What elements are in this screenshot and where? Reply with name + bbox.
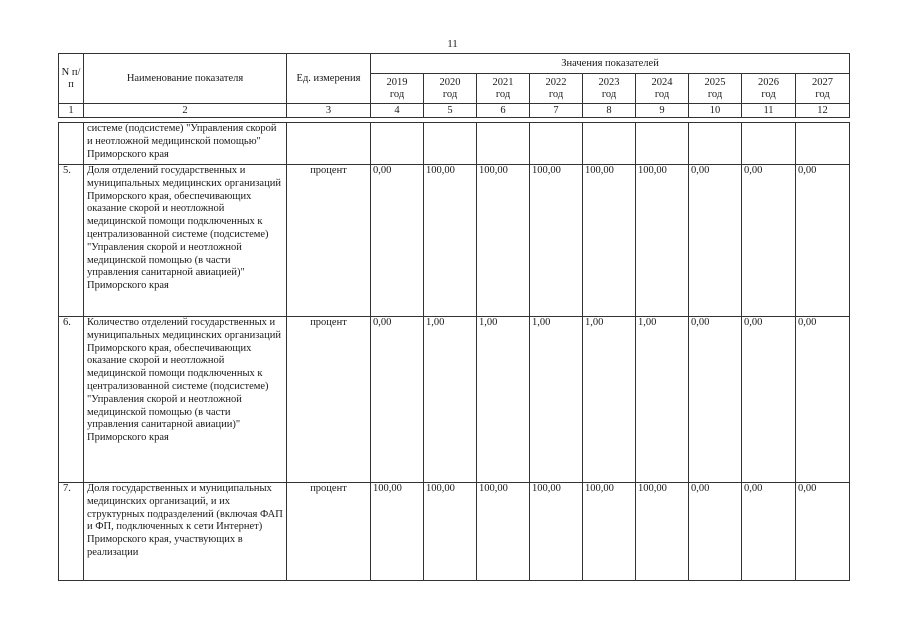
year-label: 2022: [545, 76, 567, 88]
indicator-value: 1,00: [424, 317, 477, 483]
year-suffix: год: [495, 88, 511, 100]
indicator-value: 100,00: [530, 165, 583, 317]
row-number: 5.: [59, 165, 84, 317]
header-column-number: 5: [424, 104, 477, 118]
year-suffix: год: [815, 88, 830, 100]
indicator-value: [636, 123, 689, 165]
year-label: 2027: [812, 76, 834, 88]
indicator-value: 100,00: [424, 483, 477, 581]
indicator-value: 1,00: [530, 317, 583, 483]
header-year-2026: [742, 74, 796, 104]
year-label: 2025: [704, 76, 726, 88]
indicator-value: 100,00: [477, 483, 530, 581]
indicator-value: [530, 123, 583, 165]
header-col-name: Наименование показателя: [84, 54, 287, 104]
indicator-value: [742, 123, 796, 165]
year-suffix: год: [601, 88, 617, 100]
year-label: 2023: [598, 76, 620, 88]
indicator-value: 0,00: [796, 483, 850, 581]
header-column-number: 11: [742, 104, 796, 118]
header-year-2020: [424, 74, 477, 104]
header-year-2025: [689, 74, 742, 104]
header-col-unit: Ед. измерения: [287, 54, 371, 104]
indicator-value: 0,00: [796, 165, 850, 317]
year-suffix: год: [548, 88, 564, 100]
year-suffix: год: [654, 88, 670, 100]
year-label: 2024: [651, 76, 673, 88]
unit-of-measure: процент: [287, 317, 371, 483]
header-column-number: 2: [84, 104, 287, 118]
indicator-name: Доля отделений государственных и муниципальных медицинских организаций Приморского края, обеспечивающих оказание скорой и неотложной медицинской помощи подключенных к централизованной системе (подсистеме) "Управления скорой и неотложной медицинской помощью (в части управления санитарной авиацией)" Приморского края: [84, 165, 287, 317]
header-column-number: 6: [477, 104, 530, 118]
indicator-value: 0,00: [689, 483, 742, 581]
row-number: 6.: [59, 317, 84, 483]
indicator-value: 100,00: [530, 483, 583, 581]
unit-of-measure: [287, 123, 371, 165]
indicator-value: [371, 123, 424, 165]
indicator-value: 0,00: [371, 317, 424, 483]
indicator-value: 1,00: [636, 317, 689, 483]
header-year-2022: [530, 74, 583, 104]
indicator-value: 100,00: [424, 165, 477, 317]
header-column-number: 4: [371, 104, 424, 118]
indicator-value: 0,00: [796, 317, 850, 483]
indicator-value: [689, 123, 742, 165]
year-suffix: год: [761, 88, 776, 100]
indicator-name: Количество отделений государственных и муниципальных медицинских организаций Приморского края, обеспечивающих оказание скорой и неотложной медицинской помощи подключенных к централизованной системе (подсистеме) "Управления скорой и неотложной медицинской помощью (в части управления санитарной авиации)" Приморского края: [84, 317, 287, 483]
indicator-value: 100,00: [636, 483, 689, 581]
year-label: 2021: [492, 76, 514, 88]
indicator-value: 1,00: [583, 317, 636, 483]
header-column-number: 8: [583, 104, 636, 118]
header-year-2023: [583, 74, 636, 104]
header-year-2019: [371, 74, 424, 104]
indicator-value: 100,00: [371, 483, 424, 581]
table-header: [58, 53, 850, 118]
year-label: 2020: [439, 76, 461, 88]
indicator-value: 0,00: [689, 317, 742, 483]
data-table: [58, 122, 850, 581]
header-year-2024: [636, 74, 689, 104]
indicator-name: Доля государственных и муниципальных медицинских организаций, и их структурных подразделений (включая ФАП и ФП, подключенных к сети Интернет) Приморского края, участвующих в реализации: [84, 483, 287, 581]
header-col-no: N п/п: [59, 54, 84, 104]
indicator-value: 0,00: [689, 165, 742, 317]
year-suffix: год: [707, 88, 723, 100]
indicator-value: 0,00: [371, 165, 424, 317]
header-column-number: 1: [59, 104, 84, 118]
indicator-value: 100,00: [636, 165, 689, 317]
header-year-2021: [477, 74, 530, 104]
indicator-name: системе (подсистеме) "Управления скорой и неотложной медицинской помощью" Приморского края: [84, 123, 287, 165]
indicator-value: [477, 123, 530, 165]
table-row: [59, 123, 850, 165]
table-row: [59, 165, 850, 317]
year-suffix: год: [389, 88, 405, 100]
table-row: [59, 317, 850, 483]
indicator-value: 100,00: [477, 165, 530, 317]
header-year-2027: [796, 74, 850, 104]
year-label: 2026: [758, 76, 779, 88]
indicator-value: [796, 123, 850, 165]
unit-of-measure: процент: [287, 165, 371, 317]
header-column-number: 10: [689, 104, 742, 118]
indicator-value: [424, 123, 477, 165]
unit-of-measure: процент: [287, 483, 371, 581]
indicator-value: 0,00: [742, 317, 796, 483]
indicator-value: [583, 123, 636, 165]
table-row: [59, 483, 850, 581]
header-column-number: 3: [287, 104, 371, 118]
page-number: 11: [447, 38, 458, 50]
indicator-value: 0,00: [742, 483, 796, 581]
header-column-number: 9: [636, 104, 689, 118]
indicator-value: 0,00: [742, 165, 796, 317]
header-col-values: Значения показателей: [371, 54, 850, 74]
row-number: [59, 123, 84, 165]
header-column-number: 7: [530, 104, 583, 118]
year-label: 2019: [386, 76, 408, 88]
indicator-value: 100,00: [583, 165, 636, 317]
row-number: 7.: [59, 483, 84, 581]
year-suffix: год: [442, 88, 458, 100]
indicator-value: 1,00: [477, 317, 530, 483]
indicator-value: 100,00: [583, 483, 636, 581]
header-column-number: 12: [796, 104, 850, 118]
